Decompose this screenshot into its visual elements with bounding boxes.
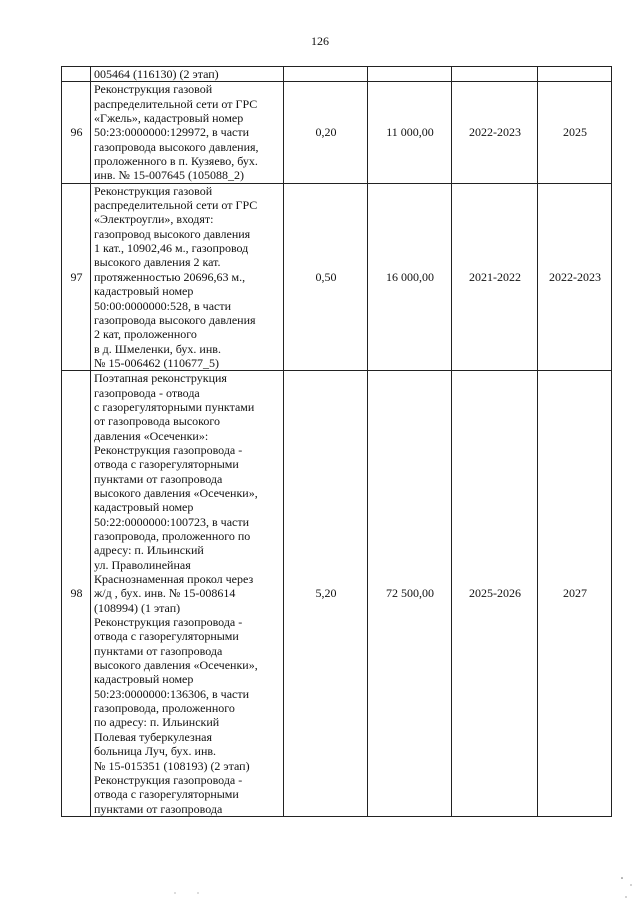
row-number bbox=[62, 67, 91, 82]
description-line: 50:22:0000000:100723, в части bbox=[94, 514, 250, 529]
completion-year: 2025 bbox=[538, 82, 612, 183]
description-line: Полевая туберкулезная bbox=[94, 729, 212, 744]
description-line: 50:23:0000000:129972, в части bbox=[94, 125, 250, 140]
description-line: с газорегуляторными пунктами bbox=[94, 399, 255, 414]
object-description bbox=[91, 67, 284, 82]
description-line: Краснознаменная прокол через bbox=[94, 572, 254, 587]
cost-value: 11 000,00 bbox=[368, 82, 452, 183]
description-line: «Электроугли», входят: bbox=[94, 212, 214, 227]
description-line: газопровода высокого давления bbox=[94, 312, 256, 327]
description-line: Реконструкция газопровода - bbox=[94, 442, 243, 457]
description-line: пунктами от газопровода bbox=[94, 801, 223, 816]
description-line: 50:00:0000000:528, в части bbox=[94, 298, 232, 313]
description-line: газопровода - отвода bbox=[94, 385, 200, 400]
table-row bbox=[62, 371, 612, 817]
description-line: пунктами от газопровода bbox=[94, 643, 223, 658]
table-row bbox=[62, 82, 612, 183]
description-line: Реконструкция газовой bbox=[94, 183, 213, 198]
row-number: 97 bbox=[62, 183, 91, 370]
description-line: высокого давления 2 кат. bbox=[94, 255, 221, 270]
description-line: пунктами от газопровода bbox=[94, 471, 223, 486]
design-years: 2021-2022 bbox=[452, 183, 538, 370]
length-km: 5,20 bbox=[284, 371, 368, 817]
description-line: отвода с газорегуляторными bbox=[94, 629, 239, 644]
description-line: кадастровый номер bbox=[94, 672, 194, 687]
description-line: давления «Осеченки»: bbox=[94, 428, 209, 443]
row-number: 98 bbox=[62, 371, 91, 817]
design-years: 2025-2026 bbox=[452, 371, 538, 817]
description-line: высокого давления «Осеченки», bbox=[94, 485, 258, 500]
description-line: «Гжель», кадастровый номер bbox=[94, 111, 244, 126]
description-line: газопровода, проложенного bbox=[94, 701, 235, 716]
description-line: Поэтапная реконструкция bbox=[94, 371, 227, 386]
description-line: по адресу: п. Ильинский bbox=[94, 715, 220, 730]
description-line: 005464 (116130) (2 этап) bbox=[94, 67, 219, 81]
description-line: 2 кат, проложенного bbox=[94, 327, 197, 342]
description-line: ул. Праволинейная bbox=[94, 557, 191, 572]
description-line: газопровода высокого давления, bbox=[94, 139, 259, 154]
description-line: отвода с газорегуляторными bbox=[94, 457, 239, 472]
description-line: № 15-015351 (108193) (2 этап) bbox=[94, 758, 250, 773]
description-line: газопровод высокого давления bbox=[94, 226, 251, 241]
cost-value: 72 500,00 bbox=[368, 371, 452, 817]
object-description bbox=[91, 82, 284, 183]
description-line: больница Луч, бух. инв. bbox=[94, 744, 217, 759]
design-years: 2022-2023 bbox=[452, 82, 538, 183]
row-number: 96 bbox=[62, 82, 91, 183]
description-line: ж/д , бух. инв. № 15-008614 bbox=[94, 586, 236, 601]
description-line: газопровода, проложенного по bbox=[94, 529, 251, 543]
description-line: отвода с газорегуляторными bbox=[94, 787, 239, 802]
description-line: (108994) (1 этап) bbox=[94, 600, 181, 615]
description-line: Реконструкция газопровода - bbox=[94, 615, 243, 630]
description-line: от газопровода высокого bbox=[94, 414, 220, 429]
object-description bbox=[91, 371, 284, 817]
length-km: 0,50 bbox=[284, 183, 368, 370]
description-line: инв. № 15-007645 (105088_2) bbox=[94, 168, 244, 183]
description-line: Реконструкция газопровода - bbox=[94, 772, 243, 787]
description-line: в д. Шмеленки, бух. инв. bbox=[94, 341, 221, 356]
completion-year: 2027 bbox=[538, 371, 612, 817]
objects-table bbox=[61, 66, 612, 817]
description-line: 50:23:0000000:136306, в части bbox=[94, 686, 250, 701]
description-line: проложенного в п. Кузяево, бух. bbox=[94, 154, 258, 169]
length-km bbox=[284, 67, 368, 82]
object-description bbox=[91, 183, 284, 370]
description-line: Реконструкция газовой bbox=[94, 82, 213, 97]
length-km: 0,20 bbox=[284, 82, 368, 183]
cost-value bbox=[368, 67, 452, 82]
page-number: 126 bbox=[311, 34, 329, 48]
completion-year bbox=[538, 67, 612, 82]
design-years bbox=[452, 67, 538, 82]
description-line: высокого давления «Осеченки», bbox=[94, 658, 258, 673]
completion-year: 2022-2023 bbox=[538, 183, 612, 370]
description-line: 1 кат., 10902,46 м., газопровод bbox=[94, 241, 249, 256]
description-line: распределительной сети от ГРС bbox=[94, 198, 258, 213]
table-row bbox=[62, 183, 612, 370]
description-line: кадастровый номер bbox=[94, 500, 194, 515]
cost-value: 16 000,00 bbox=[368, 183, 452, 370]
description-line: кадастровый номер bbox=[94, 284, 194, 299]
description-line: протяженностью 20696,63 м., bbox=[94, 269, 246, 284]
description-line: № 15-006462 (110677_5) bbox=[94, 355, 219, 370]
description-line: адресу: п. Ильинский bbox=[94, 543, 204, 558]
description-line: распределительной сети от ГРС bbox=[94, 96, 258, 111]
table-row bbox=[62, 67, 612, 82]
